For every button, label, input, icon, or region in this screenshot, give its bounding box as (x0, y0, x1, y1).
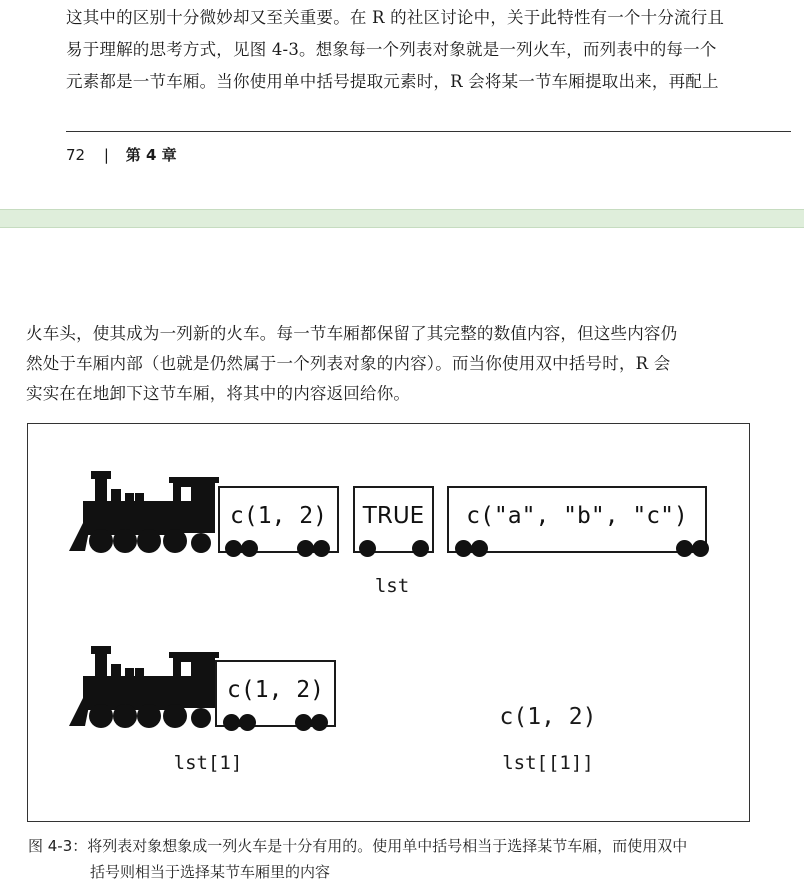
locomotive-icon (69, 646, 229, 731)
wheel-icon (359, 540, 376, 557)
wheel-icon (471, 540, 488, 557)
figure-caption-line1: 图 4-3：将列表对象想象成一列火车是十分有用的。使用单中括号相当于选择某节车厢，而使用双中 (28, 837, 688, 855)
wheel-icon (692, 540, 709, 557)
chapter-label: 第 4 章 (125, 146, 177, 164)
wheel-icon (455, 540, 472, 557)
wheel-icon (676, 540, 693, 557)
text-line: 元素都是一节车厢。当你使用单中括号提取元素时，R 会将某一节车厢提取出来，再配上 (66, 72, 719, 91)
car-content-label: TRUE (362, 503, 425, 529)
wheel-icon (239, 714, 256, 731)
text-line: 这其中的区别十分微妙却又至关重要。在 R 的社区讨论中，关于此特性有一个十分流行且 (66, 8, 725, 27)
figure-frame (27, 423, 750, 822)
car-content-label: c("a", "b", "c") (466, 503, 688, 529)
page-break-band (0, 209, 804, 228)
wheel-icon (313, 540, 330, 557)
footer-rule (66, 131, 791, 132)
page-footer (66, 144, 177, 165)
wheel-icon (297, 540, 314, 557)
page-number: 72 (66, 146, 86, 164)
top-paragraph (66, 0, 796, 100)
wheel-icon (241, 540, 258, 557)
wheel-icon (223, 714, 240, 731)
wheel-icon (311, 714, 328, 731)
text-line: 实实在在地卸下这节车厢，将其中的内容返回给你。 (26, 384, 411, 403)
wheel-icon (225, 540, 242, 557)
text-line: 然处于车厢内部（也就是仍然属于一个列表对象的内容）。而当你使用双中括号时，R 会 (26, 354, 671, 373)
bottom-paragraph (26, 316, 796, 416)
figure-caption-line2: 括号则相当于选择某节车厢里的内容 (90, 863, 331, 881)
footer-separator: | (103, 146, 109, 164)
text-line: 易于理解的思考方式，见图 4-3。想象每一个列表对象就是一列火车，而列表中的每一个 (66, 40, 717, 59)
train-label-lst-single-bracket: lst[1] (173, 752, 243, 774)
car-content-label: c(1, 2) (227, 677, 324, 703)
car-content-label: c(1, 2) (230, 503, 327, 529)
wheel-icon (412, 540, 429, 557)
unloaded-value: c(1, 2) (499, 704, 597, 730)
wheel-icon (295, 714, 312, 731)
train-label-lst: lst (374, 575, 410, 597)
text-line: 火车头，使其成为一列新的火车。每一节车厢都保留了其完整的数值内容，但这些内容仍 (26, 324, 678, 343)
train-label-lst-double-bracket: lst[[1]] (502, 752, 594, 774)
locomotive-icon (69, 471, 229, 556)
